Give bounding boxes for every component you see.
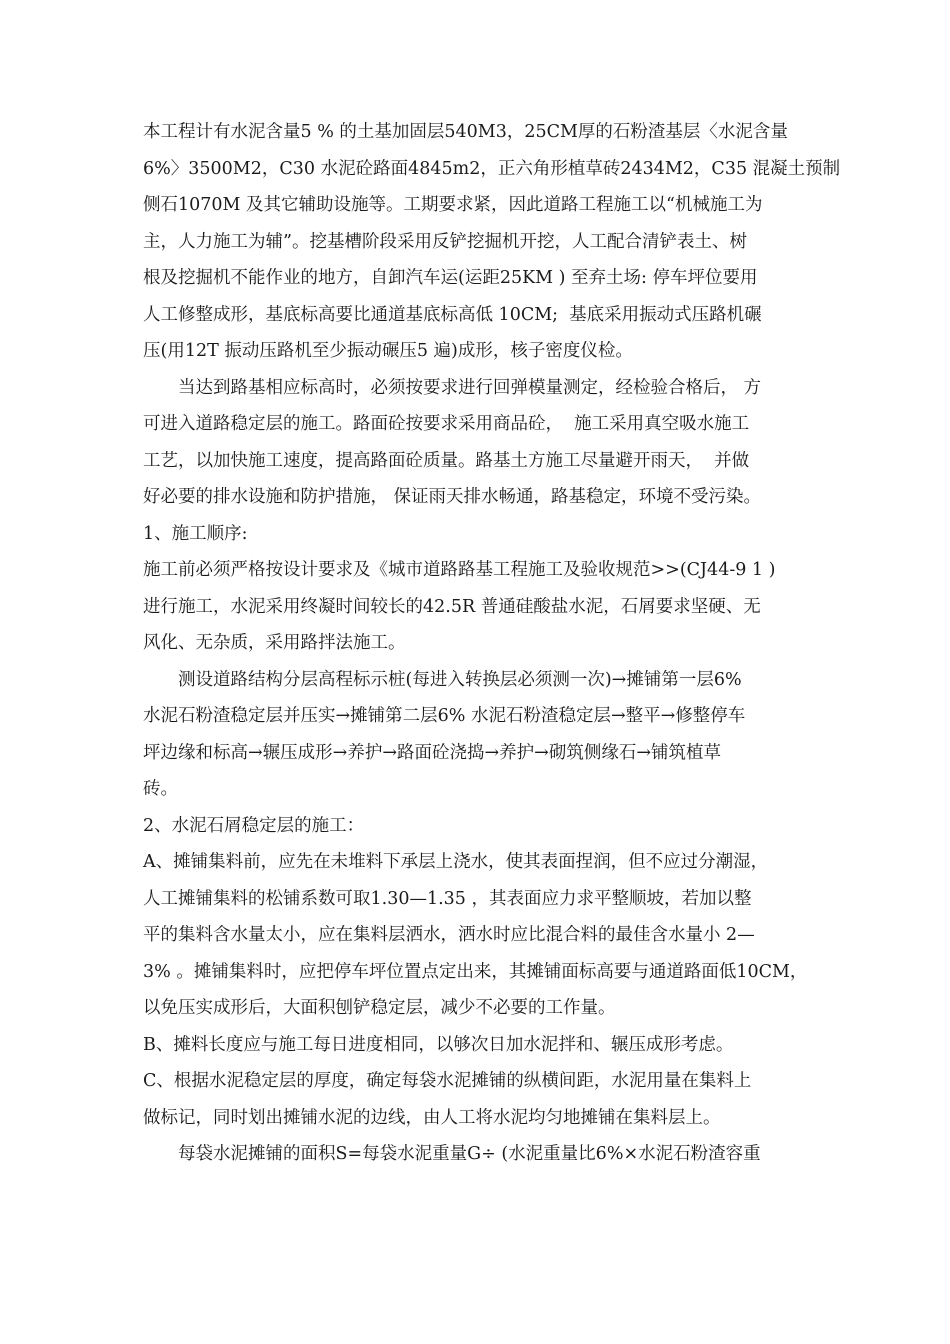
section-heading: 2、水泥石屑稳定层的施工： (143, 815, 365, 836)
text-line: 人工摊铺集料的松铺系数可取1.30—1.35 ，其表面应力求平整顺坡，若加以整 (143, 888, 752, 909)
text-line: 6%〉3500M2，C30 水泥砼路面4845m2，正六角形植草砖2434M2，C35 混凝土预制 (143, 158, 841, 179)
text-line: 以免压实成形后，大面积刨铲稳定层，减少不必要的工作量。 (143, 998, 616, 1018)
text-line: 主，人力施工为辅”。挖基槽阶段采用反铲挖掘机开挖，人工配合清铲表土、树 (143, 231, 747, 252)
text-line: B、摊料长度应与施工每日进度相同，以够次日加水泥拌和、辗压成形考虑。 (143, 1034, 734, 1055)
text-line: 3% 。摊铺集料时，应把停车坪位置点定出来，其摊铺面标高要与通道路面低10CM， (143, 961, 808, 982)
text-line: 进行施工，水泥采用终凝时间较长的42.5R 普通硅酸盐水泥，石屑要求坚硬、无 (143, 596, 761, 617)
text-line: 工艺，以加快施工速度，提高路面砼质量。路基土方施工尽量避开雨天， 并做 (143, 450, 750, 471)
document-body (143, 114, 841, 1173)
text-line: 每袋水泥摊铺的面积S=每袋水泥重量G÷ (水泥重量比6%×水泥石粉渣容重 (178, 1144, 761, 1164)
text-line: 本工程计有水泥含量5 % 的土基加固层540M3，25CM厚的石粉渣基层〈水泥含量 (143, 122, 788, 142)
section-heading: 1、施工顺序: (143, 523, 248, 544)
text-line: 水泥石粉渣稳定层并压实→摊铺第二层6% 水泥石粉渣稳定层→整平→修整停车 (143, 706, 746, 726)
text-line: 砖。 (143, 779, 178, 799)
text-line: A、摊铺集料前，应先在未堆料下承层上浇水，使其表面捏润，但不应过分潮湿， (143, 852, 769, 872)
text-line: 侧石1070M 及其它辅助设施等。工期要求紧，因此道路工程施工以“机械施工为 (143, 195, 763, 215)
text-line: 当达到路基相应标高时，必须按要求进行回弹模量测定，经检验合格后， 方 (178, 377, 762, 398)
text-line: 施工前必须严格按设计要求及《城市道路路基工程施工及验收规范>>(CJ44-9 1 ) (143, 560, 776, 580)
text-line: 平的集料含水量太小，应在集料层洒水，洒水时应比混合料的最佳含水量小 2— (143, 925, 755, 945)
text-line: 坪边缘和标高→辗压成形→养护→路面砼浇捣→养护→砌筑侧缘石→铺筑植草 (143, 742, 721, 763)
text-line: 好必要的排水设施和防护措施， 保证雨天排水畅通，路基稳定，环境不受污染。 (143, 487, 762, 507)
text-line: 风化、无杂质，采用路拌法施工。 (143, 633, 406, 653)
text-line: 人工修整成形，基底标高要比通道基底标高低 10CM; 基底采用振动式压路机碾 (143, 304, 762, 325)
text-line: 做标记，同时划出摊铺水泥的边线，由人工将水泥均匀地摊铺在集料层上。 (143, 1107, 721, 1128)
text-line: C、根据水泥稳定层的厚度，确定每袋水泥摊铺的纵横间距，水泥用量在集料上 (143, 1071, 752, 1091)
text-line: 压(用12T 振动压路机至少振动碾压5 遍)成形，核子密度仪检。 (143, 341, 633, 361)
text-line: 根及挖掘机不能作业的地方，自卸汽车运(运距25KM ) 至弃土场: 停车坪位要用 (143, 268, 758, 288)
text-line: 可进入道路稳定层的施工。路面砼按要求采用商品砼， 施工采用真空吸水施工 (143, 414, 750, 434)
text-line: 测设道路结构分层高程标示桩(每进入转换层必须测一次)→摊铺第一层6% (178, 669, 742, 690)
